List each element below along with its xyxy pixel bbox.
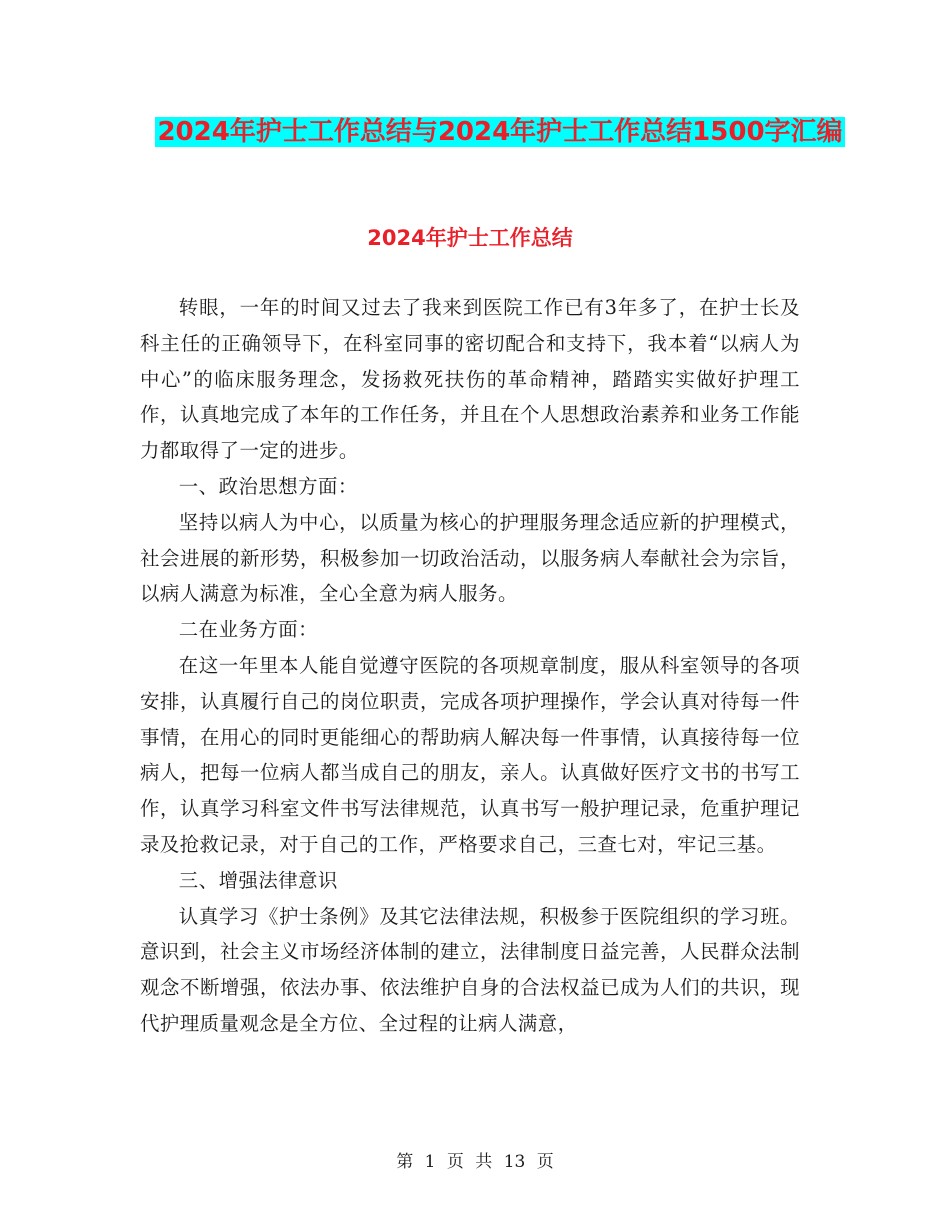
heading-legal: 三、增强法律意识 bbox=[178, 868, 338, 892]
document-body bbox=[140, 290, 800, 1042]
paragraph-intro: 转眼，一年的时间又过去了我来到医院工作已有3年多了，在护士长及科主任的正确领导下，在科室同事的密切配合和支持下，我本着“以病人为中心”的临床服务理念，发扬救死扶伤的革命精神，踏踏实实做好护理工作，认真地完成了本年的工作任务，并且在个人思想政治素养和业务工作能力都取得了一定的进步。 bbox=[140, 296, 800, 463]
paragraph-legal: 认真学习《护士条例》及其它法律法规，积极参于医院组织的学习班。意识到，社会主义市场经济体制的建立，法律制度日益完善，人民群众法制观念不断增强，依法办事、依法维护自身的合法权益已成为人们的共识，现代护理质量观念是全方位、全过程的让病人满意， bbox=[140, 904, 800, 1035]
paragraph-business: 在这一年里本人能自觉遵守医院的各项规章制度，服从科室领导的各项安排，认真履行自己的岗位职责，完成各项护理操作，学会认真对待每一件事情，在用心的同时更能细心的帮助病人解决每一件事情，认真接待每一位病人，把每一位病人都当成自己的朋友，亲人。认真做好医疗文书的书写工作，认真学习科室文件书写法律规范，认真书写一般护理记录，危重护理记录及抢救记录，对于自己的工作，严格要求自己，三查七对，牢记三基。 bbox=[140, 653, 800, 856]
document-title-text: 2024年护士工作总结与2024年护士工作总结1500字汇编 bbox=[157, 117, 843, 147]
document-title bbox=[150, 110, 850, 154]
heading-business: 二在业务方面： bbox=[178, 618, 319, 642]
section-title: 2024年护士工作总结 bbox=[367, 226, 573, 250]
page-footer: 第 1 页 共 13 页 bbox=[396, 1152, 554, 1172]
heading-political: 一、政治思想方面： bbox=[178, 474, 358, 498]
paragraph-political: 坚持以病人为中心，以质量为核心的护理服务理念适应新的护理模式，社会进展的新形势，积极参加一切政治活动，以服务病人奉献社会为宗旨，以病人满意为标准，全心全意为病人服务。 bbox=[140, 510, 800, 606]
